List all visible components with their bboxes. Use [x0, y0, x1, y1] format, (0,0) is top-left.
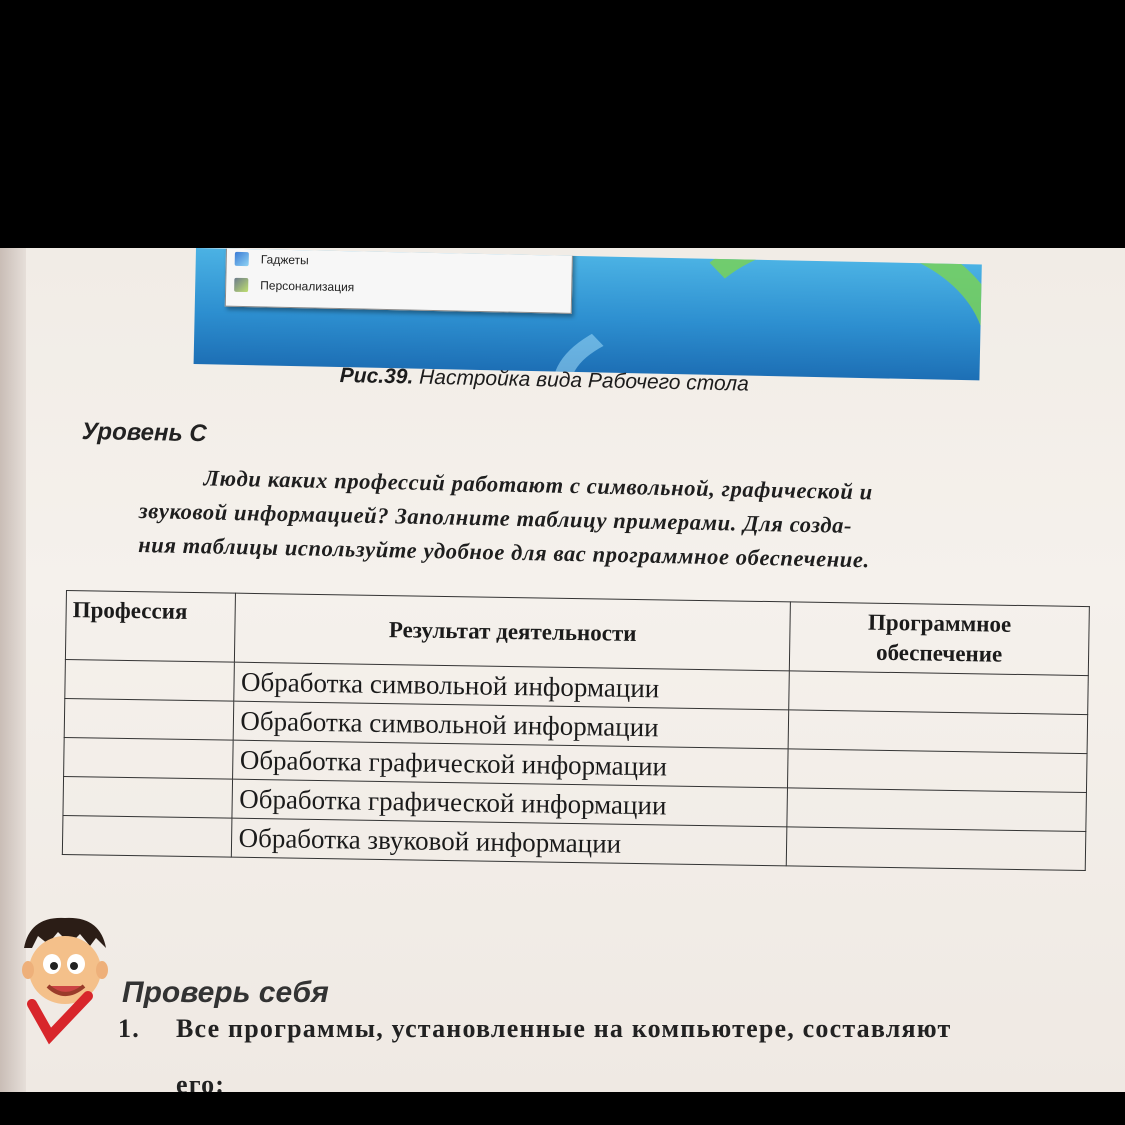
header-result: Результат деятельности [235, 593, 791, 671]
professions-table [62, 590, 1090, 871]
mascot-boy-icon [10, 908, 120, 1048]
software-cell [787, 788, 1086, 832]
profession-cell [64, 698, 234, 740]
question-1 [118, 1014, 1108, 1044]
result-cell: Обработка символьной информации [234, 662, 789, 710]
result-cell: Обработка графической информации [232, 779, 787, 827]
gadgets-icon [235, 252, 249, 266]
context-menu [225, 248, 573, 314]
menu-item-gadgets [235, 248, 309, 271]
software-cell [788, 710, 1087, 754]
header-profession: Профессия [65, 591, 236, 663]
profession-cell [63, 776, 233, 818]
question-continuation: его: [176, 1070, 226, 1092]
menu-item-label: Персонализация [260, 278, 355, 295]
menu-item-label: Гаджеты [260, 252, 309, 268]
software-cell [788, 749, 1087, 793]
task-line: ния таблицы используйте удобное для вас программное обеспечение. [137, 531, 871, 573]
software-cell [786, 827, 1085, 871]
result-cell: Обработка символьной информации [234, 701, 789, 749]
question-number: 1. [118, 1014, 140, 1043]
task-paragraph [138, 460, 1100, 582]
header-software-line: Программное [867, 609, 1012, 637]
textbook-page [0, 248, 1125, 1092]
figure-number: Рис.39. [339, 364, 414, 389]
result-cell: Обработка звуковой информации [232, 818, 787, 866]
figure-caption-text: Настройка вида Рабочего стола [418, 365, 750, 396]
task-line: Люди каких профессий работают с символьной, графической и [203, 465, 874, 505]
wallpaper-wave [661, 248, 982, 380]
question-text: Все программы, установленные на компьютере, составляют [176, 1014, 952, 1043]
header-software [789, 602, 1089, 676]
profession-cell [62, 815, 232, 857]
personalization-icon [234, 278, 248, 292]
profession-cell [64, 737, 234, 779]
check-yourself-heading: Проверь себя [122, 976, 329, 1009]
header-software-line: обеспечение [875, 639, 1003, 667]
profession-cell [65, 659, 235, 701]
result-cell: Обработка графической информации [233, 740, 788, 788]
task-line: звуковой информацией? Заполните таблицу примерами. Для созда- [138, 497, 853, 538]
level-heading: Уровень C [81, 418, 207, 448]
desktop-screenshot-figure [194, 248, 982, 380]
menu-item-personalization [234, 274, 354, 299]
software-cell [789, 671, 1088, 715]
